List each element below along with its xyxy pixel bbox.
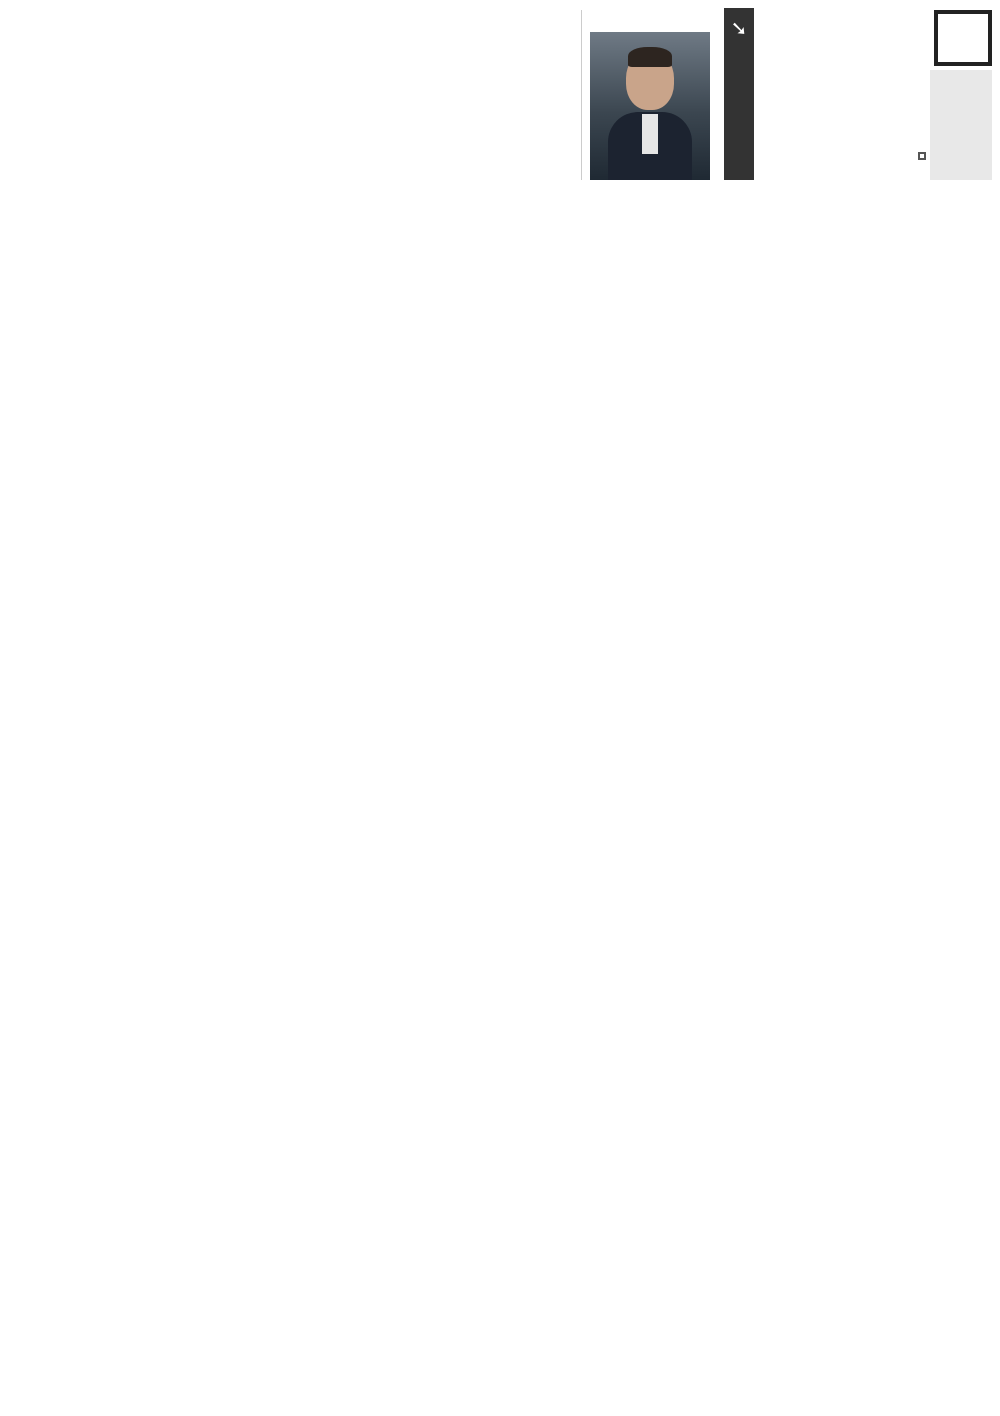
masthead — [762, 10, 992, 180]
page-number — [934, 10, 992, 66]
section-bullet-icon — [918, 152, 926, 160]
haddadi-photo — [590, 32, 710, 180]
story-tag-strip — [724, 8, 754, 180]
section-label — [914, 148, 926, 164]
newspaper-logo — [780, 14, 930, 74]
arrow-icon: ➘ — [730, 16, 748, 40]
masthead-sidebar-bg — [930, 70, 992, 180]
